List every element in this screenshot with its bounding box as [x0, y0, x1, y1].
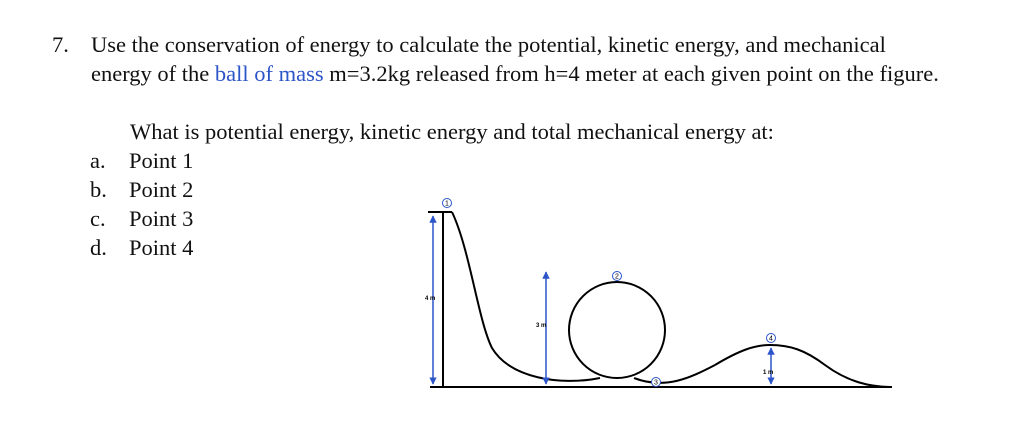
height-label-4m: 4 m	[425, 296, 436, 302]
point-1-label: 1	[445, 200, 449, 208]
option-b-letter: b.	[90, 177, 107, 202]
point-2-label: 2	[615, 273, 619, 281]
point-3-marker	[652, 378, 661, 387]
question-number: 7.	[52, 32, 69, 57]
height-label-1m: 1 m	[763, 370, 774, 376]
question-text-before: Use the conservation of energy to calculate the potential, kinetic energy, and mechanical energy of the	[91, 32, 886, 86]
question-text-after: m=3.2kg released from h=4 meter at each given point on the figure.	[323, 61, 939, 86]
track-loop	[569, 282, 665, 378]
subquestion: What is potential energy, kinetic energy and total mechanical energy at:	[130, 119, 774, 144]
point-4-marker	[767, 334, 776, 343]
option-d-letter: d.	[90, 235, 107, 260]
option-b-text: Point 2	[129, 177, 194, 202]
track-drop	[452, 212, 600, 381]
option-c-text: Point 3	[129, 206, 194, 231]
point-4-label: 4	[769, 335, 773, 343]
option-c-letter: c.	[90, 206, 106, 231]
option-d-text: Point 4	[129, 235, 194, 260]
point-2-marker	[613, 272, 622, 281]
point-1-marker	[443, 199, 452, 208]
track-hill	[715, 345, 892, 387]
option-a-letter: a.	[90, 148, 106, 173]
height-label-3m: 3 m	[536, 323, 547, 329]
ball-of-mass-highlight: ball of mass	[214, 61, 324, 86]
point-3-label: 3	[654, 379, 658, 387]
option-a-text: Point 1	[129, 148, 194, 173]
